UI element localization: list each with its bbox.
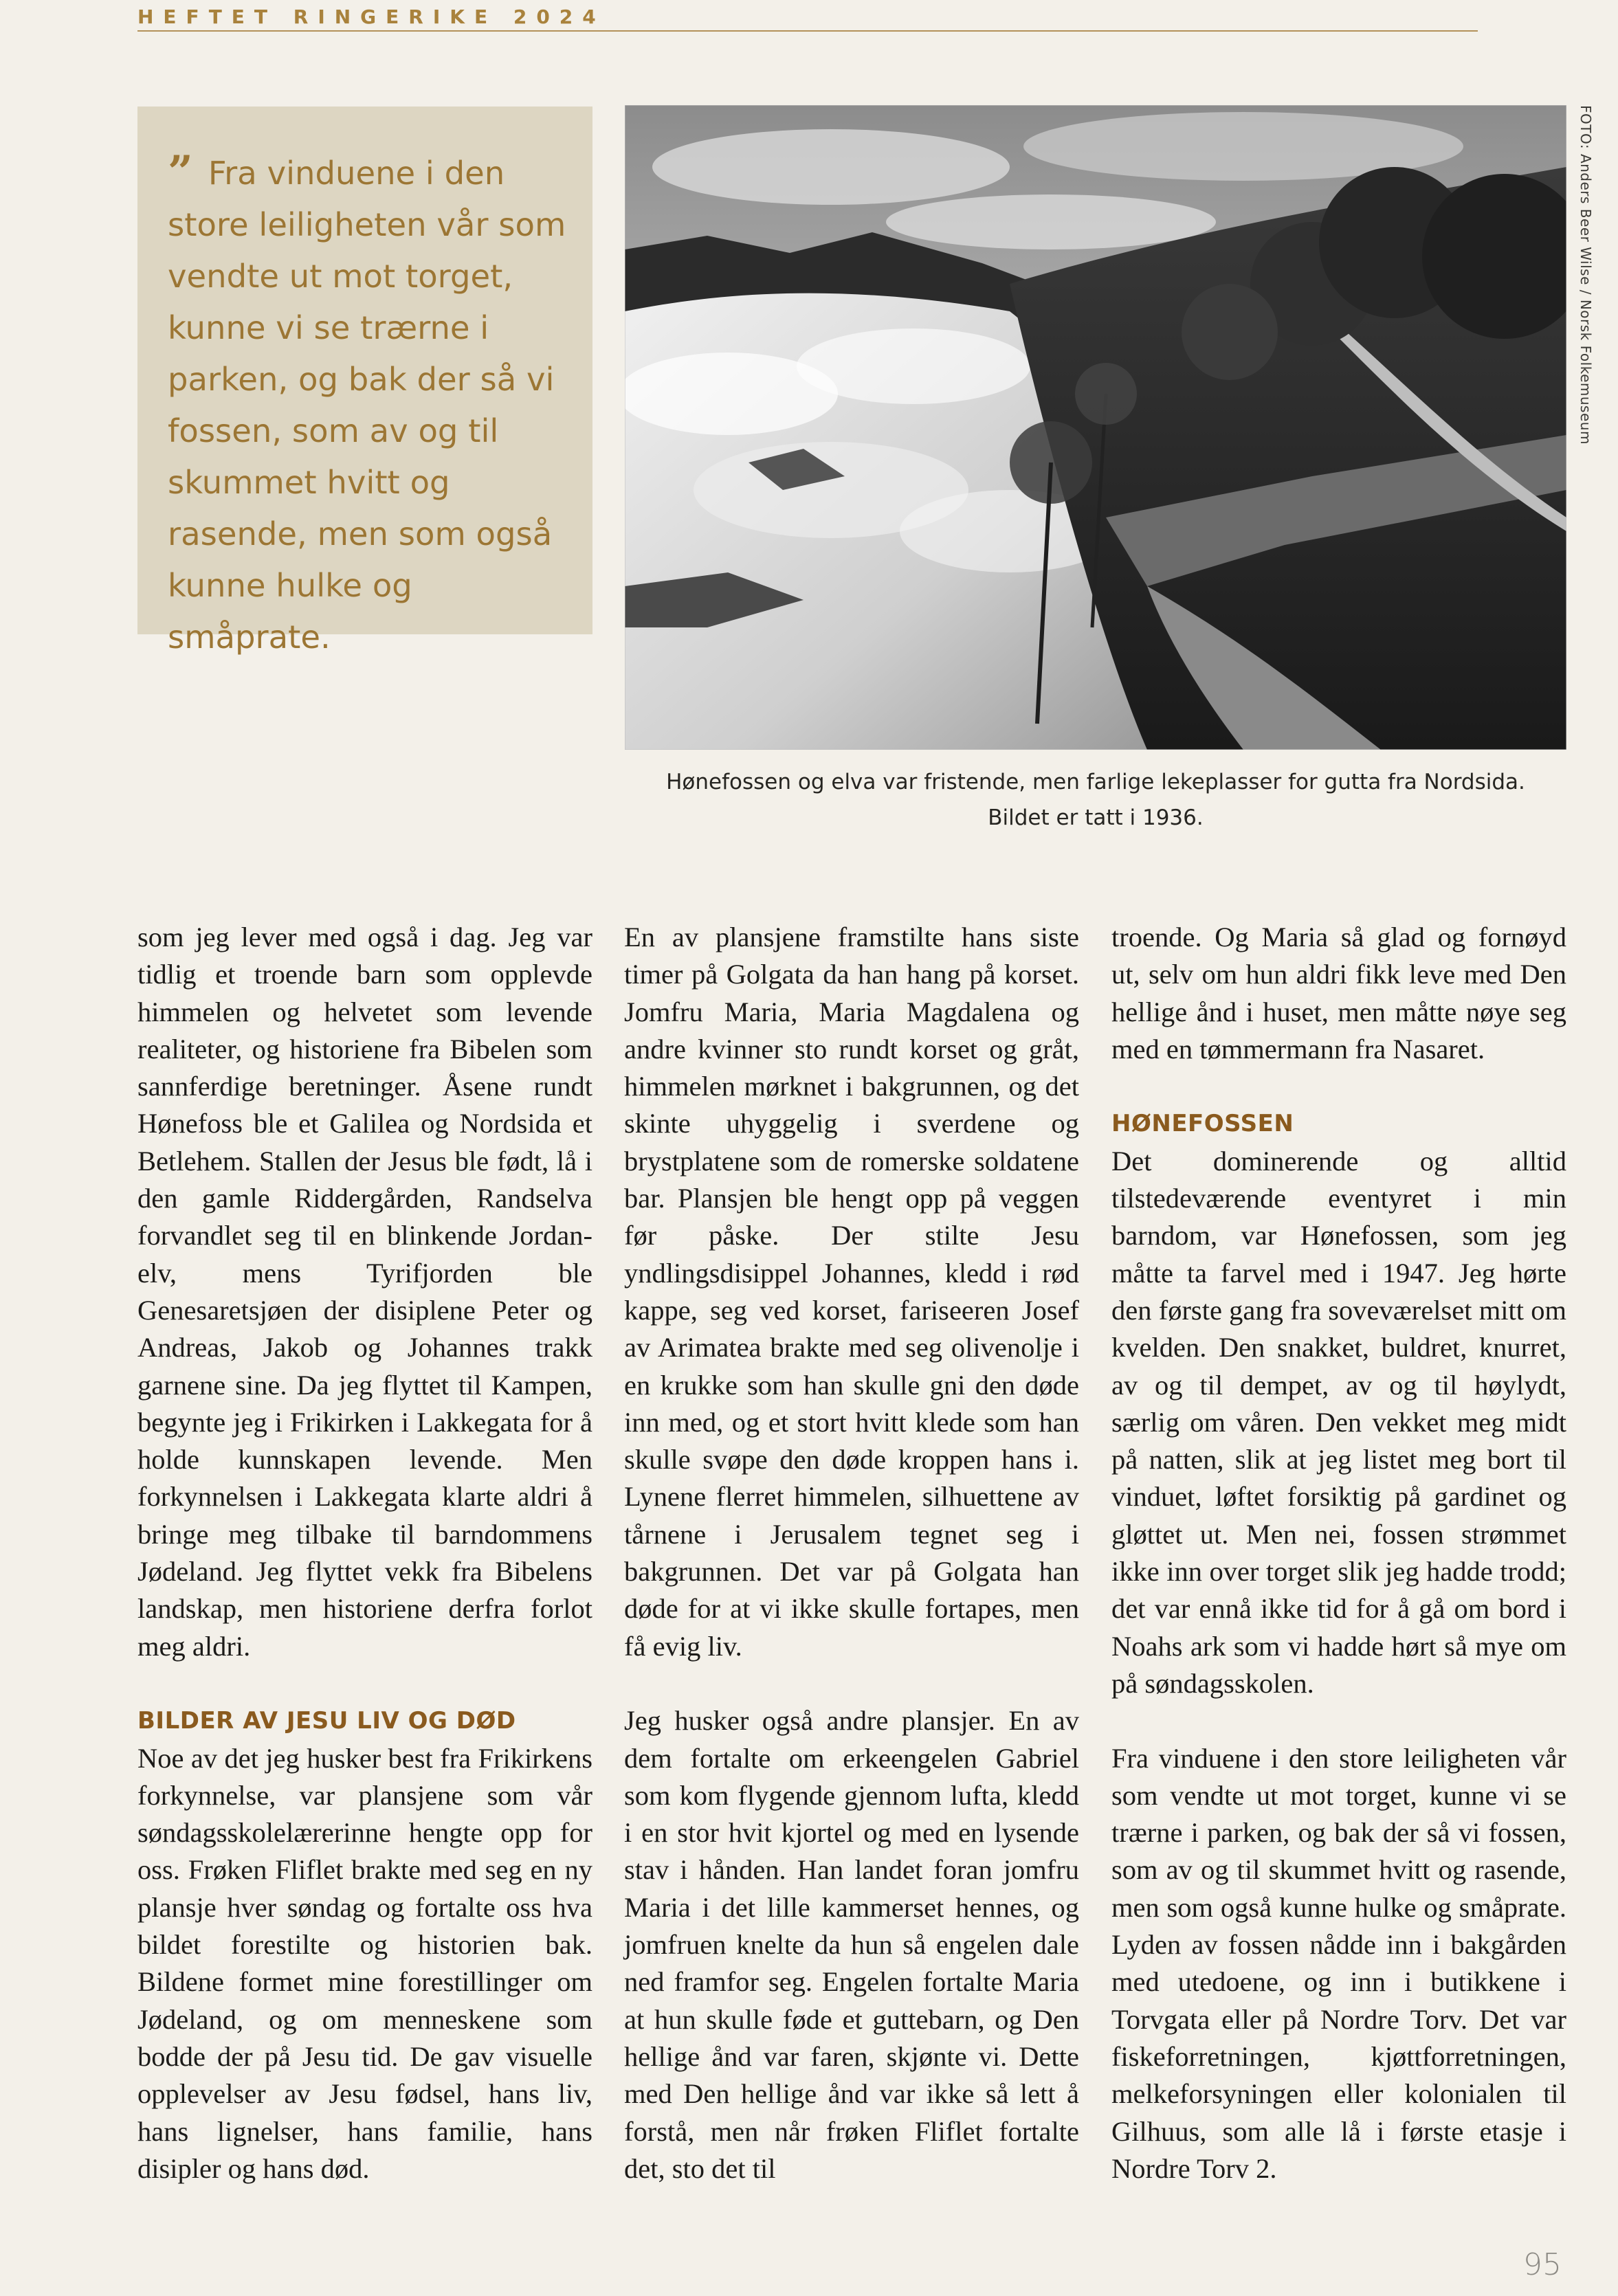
text-column-3 [1111,919,1566,2187]
header-rule [137,30,1478,32]
quote-mark-icon: ” [168,146,193,198]
photo-caption-line-1: Hønefossen og elva var fristende, men farlige lekeplasser for gutta fra Nordsida. [666,770,1525,794]
photo-caption-line-2: Bildet er tatt i 1936. [988,805,1204,830]
paragraph: Jeg husker også andre plansjer. En av dem fortalte om erkeengelen Gabriel som kom flygende gjennom lufta, kledd i en stor hvit kjortel og med en lysende stav i hånden. Han landet foran jomfru Maria i det lille kammerset hennes, og jomfruen knelte da hun så engelen dale ned framfor seg. Engelen fortalte Maria at hun skulle føde et guttebarn, og Den hellige ånd var faren, skjønte vi. Dette med Den hellige ånd var ikke så lett å forstå, men når frøken Fliflet fortalte det, sto det til [624,1705,1079,2184]
text-column-1 [137,919,592,2187]
pull-quote [137,107,592,656]
paragraph: Fra vinduene i den store leiligheten vår som vendte ut mot torget, kunne vi se trærne i parken, og bak der så vi fossen, som av og til skummet hvitt og rasende, men som også kunne hulke og småprate. Lyden av fossen nådde inn i bakgården med utedoene, og inn i butikkene i Torvgata eller på Nordre Torv. Det var fiskeforretningen, kjøttforretningen, melkeforsyningen eller kolonialen til Gilhuus, som alle lå i første etasje i Nordre Torv 2. [1111,1742,1566,2184]
pull-quote-text: Fra vinduene i den store leiligheten vår som vendte ut mot torget, kunne vi se trærne i parken, og bak der så vi fossen, som av og til skummet hvitt og rasende, men som også kunne hulke og småprate. [168,155,566,656]
photo-credit: FOTO: Anders Beer Wilse / Norsk Folkemuseum [1577,105,1594,445]
paragraph: En av plansjene framstilte hans siste timer på Golgata da han hang på korset. Jomfru Maria, Maria Magdalena og andre kvinner sto rundt korset og gråt, himmelen mørknet i bakgrunnen, og det skinte uhyggelig i sverdene og brystplatene som de romerske soldatene bar. Plansjen ble hengt opp på veggen før påske. Der stilte Jesu yndlingsdisippel Johannes, kledd i rød kappe, seg ved korset, fariseeren Josef av Arimatea brakte med seg olivenolje i en krukke som han skulle gni den døde inn med, og et stort hvitt klede som han skulle svøpe den døde kroppen hans i. Lynene flerret himmelen, silhuettene av tårnene i Jerusalem tegnet seg i bakgrunnen. Det var på Golgata han døde for at vi ikke skulle fortapes, men få evig liv. [624,922,1079,1662]
page-number: 95 [1523,2247,1562,2282]
subheading-jesus-images: BILDER AV JESU LIV OG DØD [137,1707,516,1735]
subheading-honefossen: HØNEFOSSEN [1111,1110,1294,1138]
paragraph: troende. Og Maria så glad og fornøyd ut, selv om hun aldri fikk leve med Den hellige ånd i huset, men måtte nøye seg med en tømmermann fra Nasaret. [1111,922,1566,1065]
photo-caption [625,764,1566,836]
paragraph: Noe av det jeg husker best fra Frikirkens forkynnelse, var plansjene som vår søndagsskolelærerinne hengte opp for oss. Frøken Fliflet brakte med seg en ny plansje hver søndag og fortalte oss hva bildet forestilte og historien bak. Bildene formet mine forestillinger om Jødeland, og om menneskene som bodde der på Jesu tid. De gav visuelle opplevelser av Jesu fødsel, hans liv, hans lignelser, hans familie, hans disipler og hans død. [137,1742,592,2184]
paragraph: som jeg lever med også i dag. Jeg var tidlig et troende barn som opplevde himmelen og helvetet som levende realiteter, og historiene fra Bibelen som sannferdige beretninger. Åsene rundt Hønefoss ble et Galilea og Nordsida et Betlehem. Stallen der Jesus ble født, lå i den gamle Riddergården, Randselva forvandlet seg til en blinkende Jordan-elv, mens Tyrifjorden ble Genesaretsjøen der disiplene Peter og Andreas, Jakob og Johannes trakk garnene sine. Da jeg flyttet til Kampen, begynte jeg i Frikirken i Lakkegata for å holde kunnskapen levende. Men forkynnelsen i Lakkegata klarte aldri å bringe meg tilbake til barndommens Jødeland. Jeg flyttet vekk fra Bibelens landskap, men historiene derfra forlot meg aldri. [137,922,592,1662]
paragraph: Det dominerende og alltid tilstedeværende eventyret i min barndom, var Hønefossen, som jeg måtte ta farvel med i 1947. Jeg hørte den første gang fra soveværelset mitt om kvelden. Den snakket, buldret, knurret, av og til dempet, av og til høylydt, særlig om våren. Den vekket meg midt på natten, slik at jeg listet meg bort til vinduet, løftet forsiktig på gardinet og gløttet ut. Men nei, fossen strømmet ikke inn over torget slik jeg hadde trodd; det var ennå ikke tid for å gå om bord i Noahs ark som vi hadde hørt så mye om på søndagsskolen. [1111,1145,1566,1699]
magazine-header: HEFTET RINGERIKE 2024 [137,5,606,28]
text-column-2 [624,919,1079,2187]
waterfall-photo [625,105,1566,750]
